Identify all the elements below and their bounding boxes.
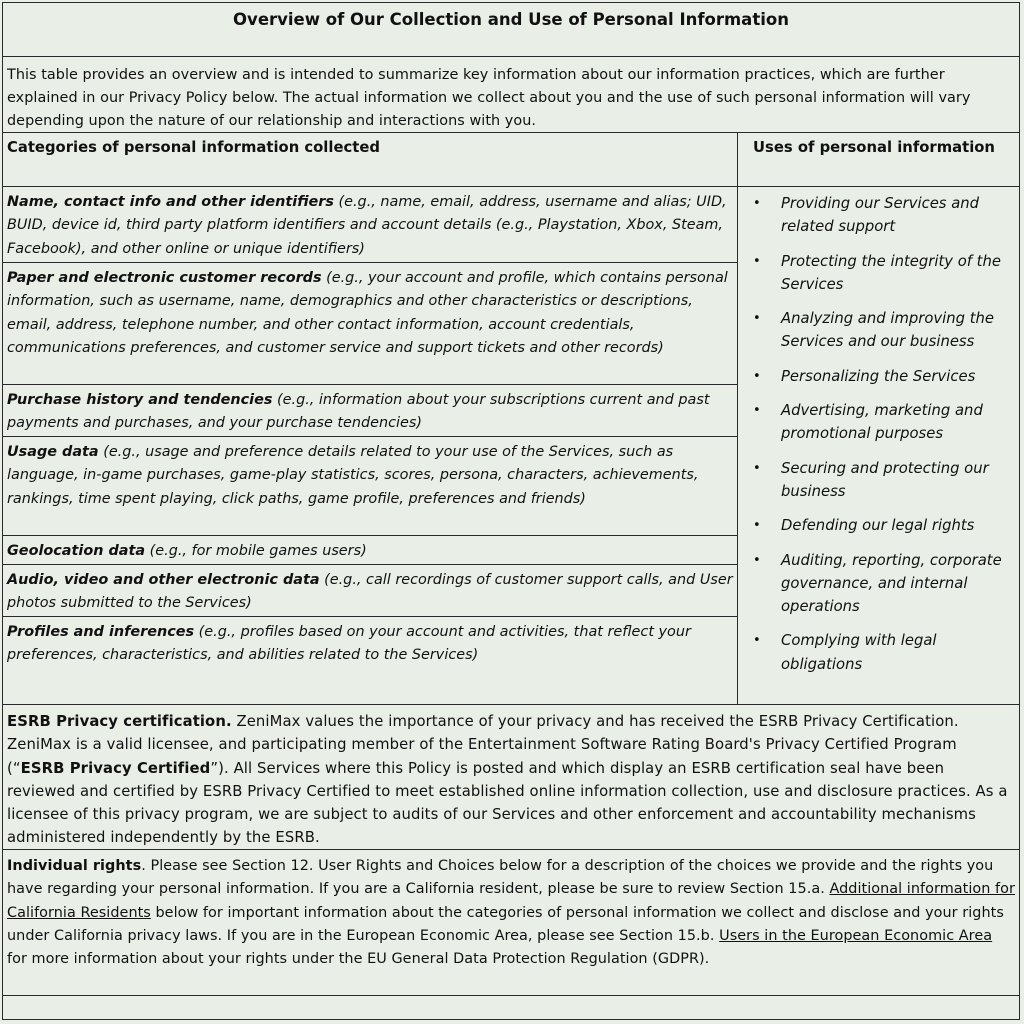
rights-heading: Individual rights — [7, 858, 142, 874]
category-desc: (e.g., name, email, address, username and alias; UID, BUID, device id, third party platform identifiers and account details (e.g., Playstation, Xbox, Steam, Facebook), and other online or unique identifiers) — [7, 194, 727, 257]
category-name: Geolocation data — [7, 543, 146, 559]
categories-uses-section — [3, 133, 1019, 705]
category-row — [3, 565, 737, 617]
uses-list — [738, 187, 1019, 676]
category-row — [3, 617, 737, 704]
bullet-icon: • — [753, 196, 761, 211]
bullet-icon: • — [753, 460, 761, 476]
esrb-heading: ESRB Privacy certification. — [7, 713, 232, 730]
list-item: • Protecting the integrity of the Services — [738, 250, 1019, 297]
list-item: • Complying with legal obligations — [738, 629, 1019, 676]
category-row — [3, 263, 737, 385]
list-item: • Auditing, reporting, corporate governance, and internal operations — [738, 549, 1019, 619]
list-item: • Defending our legal rights — [738, 514, 1019, 537]
categories-column — [3, 133, 738, 704]
bullet-icon: • — [753, 518, 761, 534]
eea-users-link[interactable]: Users in the European Economic Area — [719, 927, 993, 944]
category-desc: (e.g., usage and preference details related to your use of the Services, such as language, in-game purchases, game-play statistics, scores, persona, characters, achievements, rankings, time spent playing, click paths, game profile, preferences and friends) — [7, 444, 699, 507]
category-desc: (e.g., information about your subscriptions current and past payments and purchases, and your purchase tendencies) — [7, 392, 710, 432]
bullet-icon: • — [753, 368, 761, 384]
esrb-section: ESRB Privacy certification. ZeniMax values the importance of your privacy and has received the ESRB Privacy Certification. ZeniMax is a valid licensee, and participating member of the Entertainment Software Rating Board's Privacy Certified Program (“ESRB Privacy Certified”). All Services where this Policy is posted and which display an ESRB certification seal have been reviewed and certified by ESRB Privacy Certified to meet established online information collection, use and disclosure practices. As a licensee of this privacy program, we are subject to audits of our Services and other enforcement and accountability mechanisms administered independently by the ESRB. — [3, 705, 1019, 850]
category-desc: (e.g., for mobile games users) — [145, 543, 367, 559]
category-desc: (e.g., profiles based on your account and activities, that reflect your preferences, characteristics, and abilities related to the Services) — [7, 624, 691, 664]
list-item: • Advertising, marketing and promotional purposes — [738, 399, 1019, 446]
list-item: • Securing and protecting our business — [738, 457, 1019, 504]
list-item: • Personalizing the Services — [738, 365, 1019, 388]
category-name: Profiles and inferences — [7, 624, 195, 640]
category-name: Audio, video and other electronic data — [7, 572, 320, 588]
bullet-icon: • — [753, 403, 761, 419]
esrb-certified-label: ESRB Privacy Certified — [20, 759, 211, 777]
bullet-icon: • — [753, 311, 761, 327]
categories-header: Categories of personal information collected — [3, 133, 737, 187]
table-title: Overview of Our Collection and Use of Personal Information — [3, 3, 1019, 57]
bullet-icon: • — [753, 552, 761, 568]
uses-column — [738, 133, 1019, 704]
overview-table — [2, 2, 1020, 1020]
category-name: Usage data — [7, 444, 99, 460]
california-residents-link[interactable]: Additional information for California Residents — [7, 881, 1015, 921]
bullet-icon: • — [753, 253, 761, 269]
table-footer-row — [3, 996, 1019, 1019]
category-name: Name, contact info and other identifiers — [7, 194, 334, 210]
list-item: • Providing our Services and related support — [738, 192, 1019, 239]
category-row — [3, 385, 737, 437]
category-row — [3, 187, 737, 263]
category-name: Purchase history and tendencies — [7, 392, 273, 408]
uses-header: Uses of personal information — [738, 133, 1019, 187]
intro-text: This table provides an overview and is intended to summarize key information about our information practices, which are further explained in our Privacy Policy below. The actual information we collect about you and the use of such personal information will vary depending upon the nature of our relationship and interactions with you. — [3, 57, 1019, 133]
category-desc: (e.g., your account and profile, which contains personal information, such as username, name, demographics and other characteristics or descriptions, email, address, telephone number, and other contact information, account credentials, communications preferences, and customer service and support tickets and other records) — [7, 270, 728, 356]
category-row — [3, 536, 737, 565]
list-item: • Analyzing and improving the Services and our business — [738, 307, 1019, 354]
bullet-icon: • — [753, 633, 761, 649]
category-name: Paper and electronic customer records — [7, 270, 322, 286]
category-row — [3, 437, 737, 536]
category-desc: (e.g., call recordings of customer support calls, and User photos submitted to the Services) — [7, 572, 733, 612]
individual-rights-section: Individual rights. Please see Section 12. User Rights and Choices below for a description of the choices we provide and the rights you have regarding your personal information. If you are a California resident, please be sure to review Section 15.a. Additional information for California Residents below for important information about the categories of personal information we collect and disclose and your rights under California privacy laws. If you are in the European Economic Area, please see Section 15.b. Users in the European Economic Area for more information about your rights under the EU General Data Protection Regulation (GDPR). — [3, 850, 1019, 996]
